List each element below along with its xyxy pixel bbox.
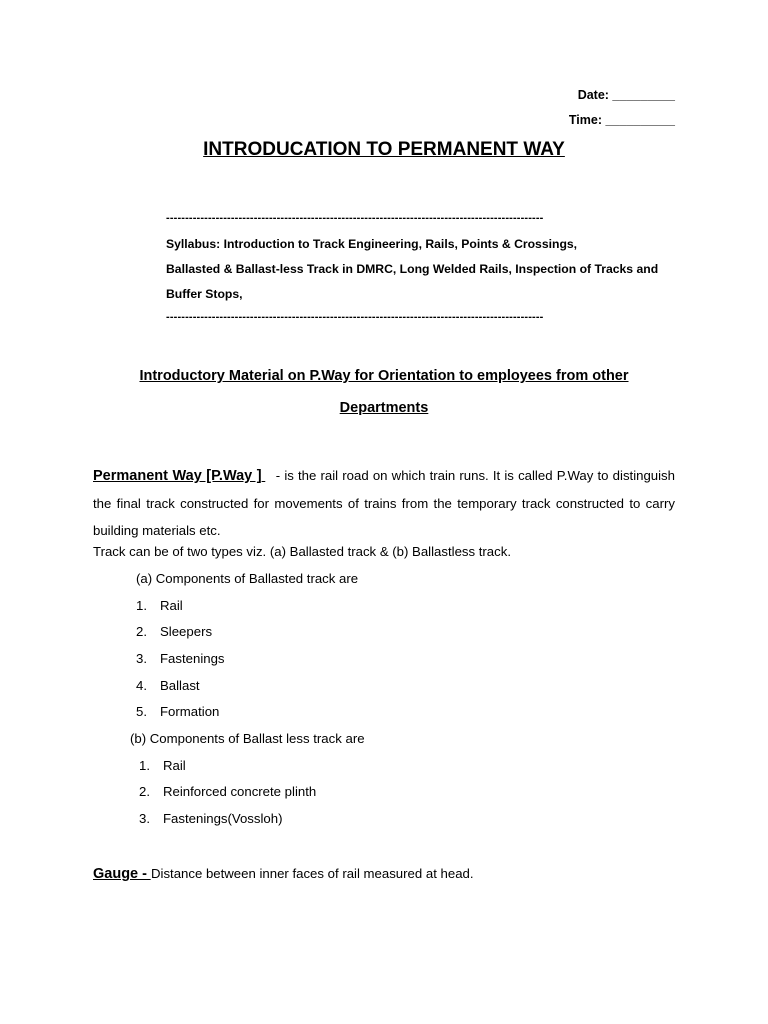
- list-item: [136, 624, 212, 639]
- list-label: Fastenings(Vossloh): [163, 811, 283, 826]
- time-field: Time: __________: [568, 113, 675, 127]
- list-label: Sleepers: [160, 624, 213, 639]
- list-label: Rail: [163, 758, 186, 773]
- syllabus-separator-top: ---------------------------------------------------------------------------------------------------: [166, 212, 544, 224]
- list-number: 3.: [136, 651, 147, 666]
- gauge-definition: [93, 866, 474, 882]
- list-item: [136, 704, 219, 719]
- gauge-term: Gauge -: [93, 866, 147, 882]
- list-item: [139, 811, 282, 826]
- list-number: 1.: [136, 598, 147, 613]
- ballasted-heading: (a) Components of Ballasted track are: [136, 571, 359, 586]
- list-number: 3.: [139, 811, 150, 826]
- permanent-way-definition: - is the rail road on which train runs. It is called P.Way to distinguish the final track constructed for movements of trains from the temporary track constructed to carry building materials etc.: [93, 468, 675, 538]
- document-title: INTRODUCATION TO PERMANENT WAY: [203, 139, 565, 160]
- list-number: 4.: [136, 678, 147, 693]
- date-field: Date: _________: [577, 88, 675, 102]
- syllabus-separator-bottom: ---------------------------------------------------------------------------------------------------: [166, 311, 544, 323]
- list-item: [139, 784, 316, 799]
- intro-heading-line1: Introductory Material on P.Way for Orientation to employees from other: [139, 368, 629, 384]
- list-number: 5.: [136, 704, 147, 719]
- intro-heading-line2: Departments: [339, 400, 429, 416]
- list-item: [136, 651, 225, 666]
- list-label: Fastenings: [160, 651, 225, 666]
- permanent-way-paragraph: [93, 462, 675, 544]
- list-label: Ballast: [160, 678, 200, 693]
- term-underline-gap: [262, 462, 272, 489]
- permanent-way-term: Permanent Way [P.Way ]: [93, 468, 262, 484]
- ballastless-heading: (b) Components of Ballast less track are: [130, 731, 365, 746]
- list-label: Rail: [160, 598, 183, 613]
- list-item: [136, 678, 200, 693]
- syllabus-line: Ballasted & Ballast-less Track in DMRC, Long Welded Rails, Inspection of Tracks and: [166, 262, 659, 276]
- list-number: 1.: [139, 758, 150, 773]
- list-label: Formation: [160, 704, 220, 719]
- gauge-text: Distance between inner faces of rail measured at head.: [150, 866, 474, 881]
- syllabus-line: Syllabus: Introduction to Track Engineering, Rails, Points & Crossings,: [166, 237, 578, 251]
- list-number: 2.: [136, 624, 147, 639]
- track-types-text: Track can be of two types viz. (a) Ballasted track & (b) Ballastless track.: [93, 544, 511, 559]
- list-number: 2.: [139, 784, 150, 799]
- list-label: Reinforced concrete plinth: [163, 784, 317, 799]
- syllabus-line: Buffer Stops,: [166, 287, 243, 301]
- list-item: [136, 598, 183, 613]
- list-item: [139, 758, 186, 773]
